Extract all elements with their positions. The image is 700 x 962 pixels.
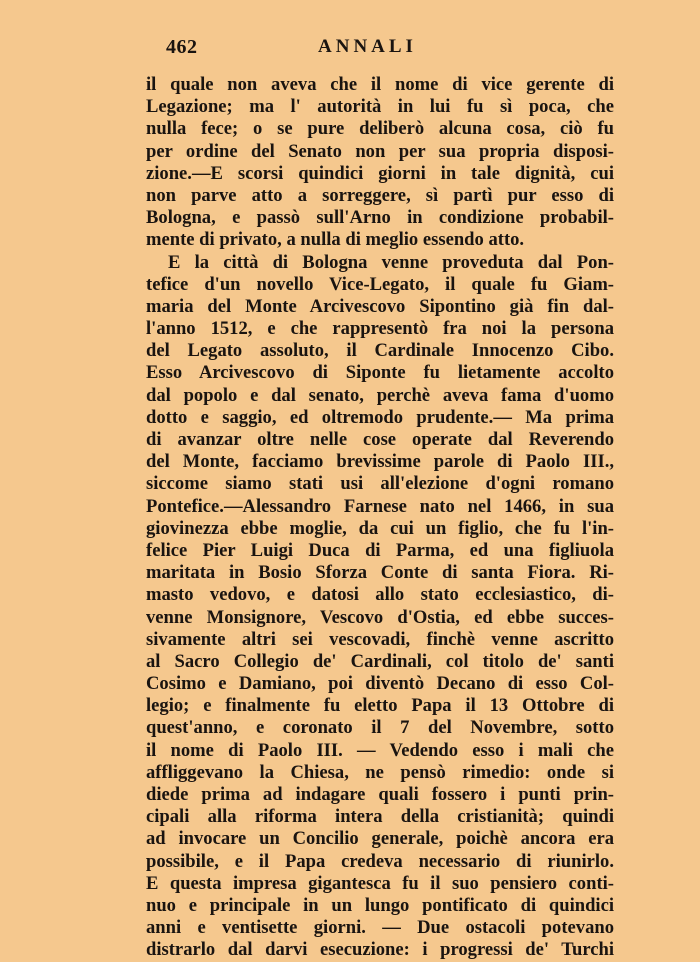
text-line: Pontefice.—Alessandro Farnese nato nel 1466, in sua: [146, 495, 614, 517]
text-line: maritata in Bosio Sforza Conte di santa Fiora. Ri-: [146, 562, 614, 584]
text-line: E la città di Bologna venne proveduta dal Pon-: [168, 251, 614, 273]
text-line: al Sacro Collegio de' Cardinali, col titolo de' santi: [146, 650, 614, 672]
text-line: Esso Arcivescovo di Siponte fu lietamente accolto: [146, 362, 614, 384]
text-line: cipali alla riforma intera della cristianità; quindi: [146, 806, 614, 828]
text-line: per ordine del Senato non per sua propria disposi-: [146, 140, 614, 162]
text-line: il quale non aveva che il nome di vice gerente di: [146, 74, 614, 95]
text-line: l'anno 1512, e che rappresentò fra noi la persona: [146, 318, 614, 340]
text-line: possibile, e il Papa credeva necessario di riunirlo.: [146, 850, 614, 872]
text-line: mente di privato, a nulla di meglio essendo atto.: [146, 229, 525, 251]
text-line: maria del Monte Arcivescovo Sipontino già fin dal-: [146, 295, 614, 317]
text-line: anni e ventisette giorni. — Due ostacoli potevano: [146, 917, 614, 939]
text-line: sivamente altri sei vescovadi, finchè venne ascritto: [146, 628, 614, 650]
text-line: E questa impresa gigantesca fu il suo pensiero conti-: [146, 872, 614, 894]
text-line: distrarlo dal darvi esecuzione: i progressi de' Turchi: [146, 939, 614, 961]
text-line: masto vedovo, e datosi allo stato ecclesiastico, di-: [146, 584, 614, 606]
text-line: zione.—E scorsi quindici giorni in tale dignità, cui: [146, 162, 614, 184]
text-line: del Legato assoluto, il Cardinale Innocenzo Cibo.: [146, 340, 614, 362]
text-line: dal popolo e dal senato, perchè aveva fama d'uomo: [146, 384, 614, 406]
text-line: ad invocare un Concilio generale, poichè ancora era: [146, 828, 614, 850]
text-line: affliggevano la Chiesa, ne pensò rimedio: onde si: [146, 761, 614, 783]
text-line: venne Monsignore, Vescovo d'Ostia, ed ebbe succes-: [146, 606, 614, 628]
page-header: [166, 36, 614, 60]
text-line: del Monte, facciamo brevissime parole di Paolo III.,: [146, 451, 614, 473]
text-line: Legazione; ma l' autorità in lui fu sì poca, che: [146, 96, 614, 118]
text-line: tefice d'un novello Vice-Legato, il quale fu Giam-: [146, 273, 614, 295]
text-line: il nome di Paolo III. — Vedendo esso i mali che: [146, 739, 614, 761]
text-line: di avanzar oltre nelle cose operate dal Reverendo: [146, 429, 614, 450]
page-number: 462: [166, 36, 198, 58]
text-line: Cosimo e Damiano, poi diventò Decano di esso Col-: [146, 673, 614, 695]
text-line: nulla fece; o se pure deliberò alcuna cosa, ciò fu: [146, 118, 614, 140]
text-line: nuo e principale in un lungo pontificato di quindici: [146, 894, 614, 916]
text-line: siccome siamo stati usi all'elezione d'ogni romano: [146, 473, 614, 495]
text-line: giovinezza ebbe moglie, da cui un figlio, che fu l'in-: [146, 517, 614, 539]
text-line: quest'anno, e coronato il 7 del Novembre, sotto: [146, 717, 614, 739]
text-line: Bologna, e passò sull'Arno in condizione probabil-: [146, 207, 614, 229]
text-line: dotto e saggio, ed oltremodo prudente.— Ma prima: [146, 406, 614, 428]
text-line: non parve atto a sorreggere, sì partì pur esso di: [146, 184, 614, 206]
text-line: felice Pier Luigi Duca di Parma, ed una figliuola: [146, 539, 614, 561]
text-line: legio; e finalmente fu eletto Papa il 13 Ottobre di: [146, 695, 614, 717]
body-text: [146, 74, 614, 962]
text-line: diede prima ad indagare quali fossero i punti prin-: [146, 784, 614, 805]
running-title: ANNALI: [318, 36, 417, 57]
